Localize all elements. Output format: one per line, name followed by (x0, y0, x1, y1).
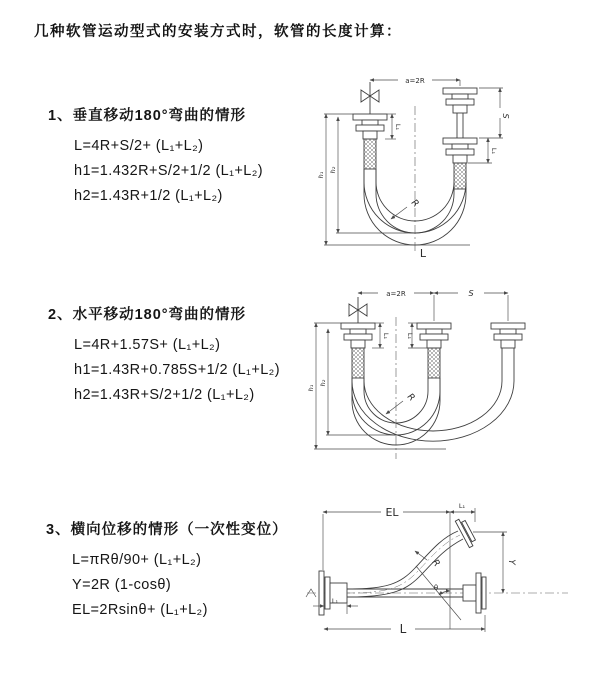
radius-leader (386, 401, 403, 414)
left-flange (353, 114, 387, 139)
dim-span (358, 290, 434, 298)
section-2-formulas (48, 333, 280, 408)
dim-el (323, 506, 450, 629)
dim-h2-label: h₂ (319, 379, 327, 387)
section-2 (48, 303, 280, 408)
diagram-vertical-180-bend (312, 70, 592, 260)
dim-span-label: a=2R (405, 77, 425, 85)
dim-l1-left (385, 114, 402, 139)
middle-flange (417, 323, 451, 348)
dim-l1-label: L₁ (406, 332, 414, 340)
dim-l1-label: L₁ (490, 147, 498, 155)
braided-hose-section (428, 348, 440, 378)
formula-line: h1=1.43R+0.785S+1/2 (L₁+L₂) (74, 362, 280, 378)
dim-s-label: S (468, 289, 474, 298)
dim-l1-label: L₁ (458, 502, 466, 510)
section-3-formulas (46, 548, 288, 623)
dim-l1-top (450, 502, 475, 522)
formula-line: L=4R+1.57S+ (L₁+L₂) (74, 337, 221, 353)
radius-leader (391, 207, 407, 219)
dim-span (370, 77, 460, 86)
dim-l1-label: L₁ (382, 332, 390, 340)
section-1 (48, 104, 263, 209)
page-title: 几种软管运动型式的安装方式时，软管的长度计算： (34, 24, 402, 40)
radius-label: R (408, 198, 421, 210)
dim-s-label: S (501, 113, 510, 119)
radius-leader (415, 551, 427, 560)
length-label: L (399, 622, 407, 636)
right-flange-original (463, 573, 486, 613)
left-flange (341, 323, 375, 348)
dim-s (434, 289, 508, 321)
formula-line: L=πRθ/90+ (L₁+L₂) (72, 552, 202, 568)
dim-h1-label: h₁ (317, 171, 325, 179)
dim-h1-label: h₁ (307, 384, 315, 392)
formula-line: h2=1.43R+1/2 (L₁+L₂) (74, 188, 223, 204)
section-1-heading: 1、垂直移动180°弯曲的情形 (48, 108, 247, 124)
left-flange (319, 571, 347, 615)
diagram-horizontal-180-bend (306, 283, 556, 463)
length-label: L (419, 247, 427, 260)
dim-s (479, 88, 510, 138)
angle-theta-label: θ (433, 584, 439, 592)
right-flange-lower (443, 138, 477, 163)
dim-span-label: a=2R (386, 290, 406, 298)
dim-y-label: Y (506, 559, 516, 565)
formula-line: h1=1.432R+S/2+1/2 (L₁+L₂) (74, 163, 264, 179)
section-3 (46, 518, 288, 623)
dim-length (324, 615, 485, 636)
section-1-formulas (48, 134, 263, 209)
dim-l1-label: L₁ (394, 123, 402, 131)
dim-h2-label: h₂ (329, 166, 337, 174)
right-flange-upper (443, 88, 477, 113)
radius-label: R (404, 392, 417, 404)
formula-line: h2=1.43R+S/2+1/2 (L₁+L₂) (74, 387, 255, 403)
braided-hose-section (352, 348, 364, 378)
dim-l1-label: L₁ (331, 597, 339, 605)
formula-line: EL=2Rsinθ+ (L₁+L₂) (72, 602, 208, 618)
braided-hose-section (454, 163, 466, 189)
hose-displaced-position (347, 531, 463, 597)
dim-el-label: EL (385, 506, 399, 519)
dim-h-outer (317, 114, 470, 245)
radius-label: R (429, 557, 442, 569)
diagram-lateral-displacement (303, 498, 598, 653)
formula-line: Y=2R (1-cosθ) (72, 577, 172, 593)
section-2-heading: 2、水平移动180°弯曲的情形 (48, 307, 247, 323)
section-3-heading: 3、横向位移的情形（一次性变位） (46, 522, 288, 538)
braided-hose-section (364, 139, 376, 169)
formula-line: L=4R+S/2+ (L₁+L₂) (74, 138, 204, 154)
right-flange-moved (491, 323, 525, 348)
